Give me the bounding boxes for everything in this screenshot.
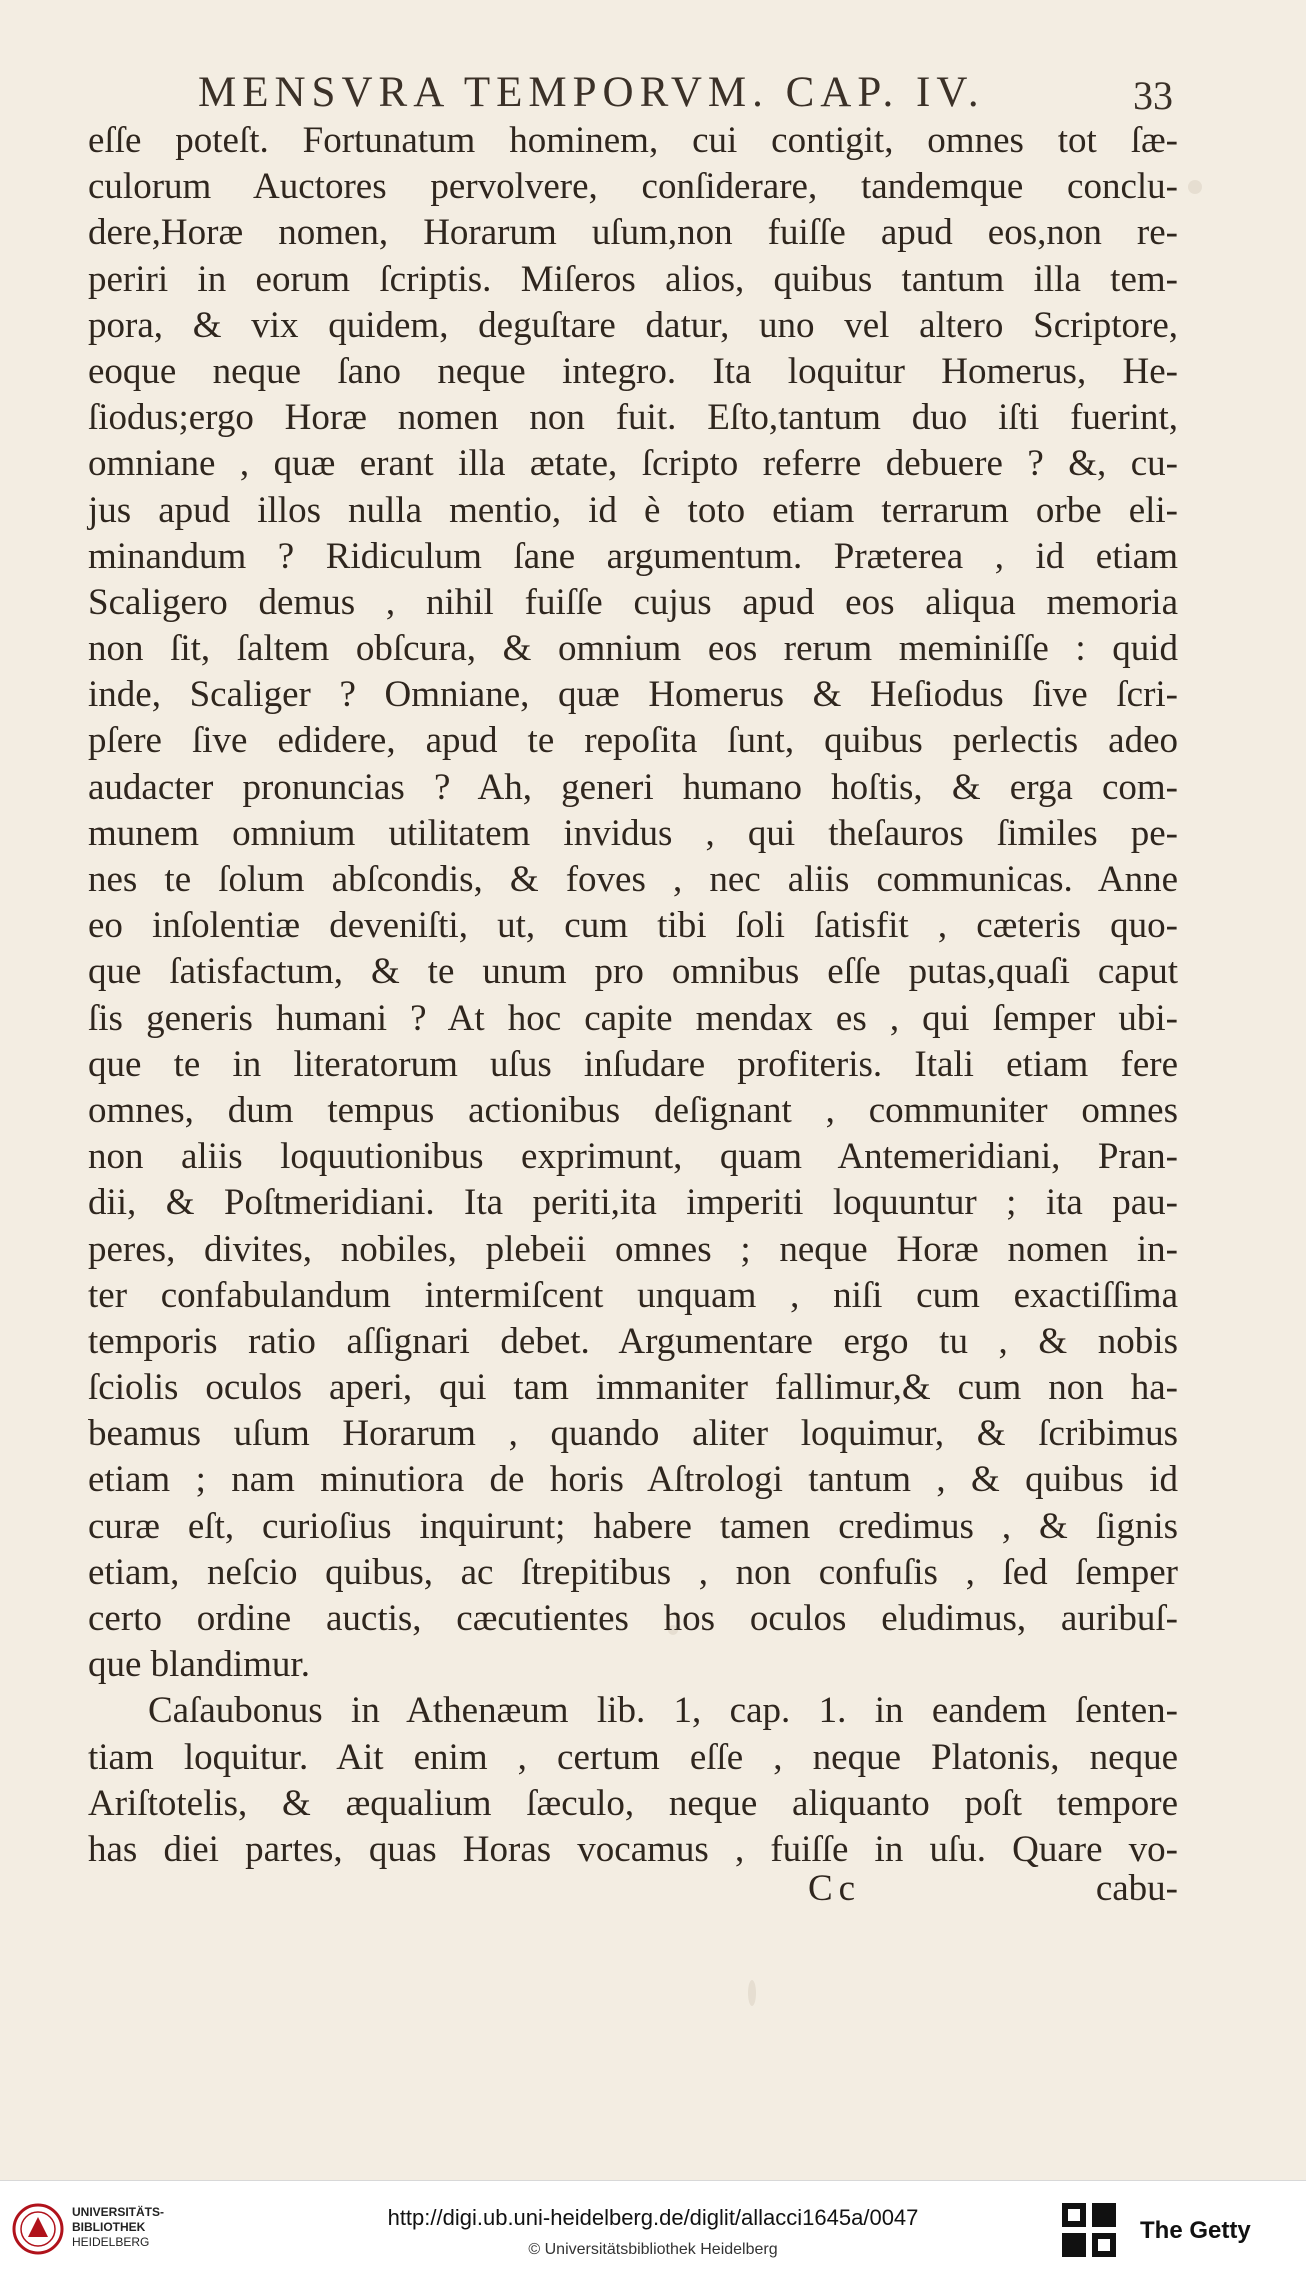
text-line: eoque neque ſano neque integro. Ita loquitur Homerus, He-	[88, 350, 1178, 392]
text-line: Scaligero demus , nihil fuiſſe cujus apud eos aliqua memoria	[88, 581, 1178, 623]
text-line: eſſe poteſt. Fortunatum hominem, cui contigit, omnes tot ſæ-	[88, 120, 1178, 161]
getty-logo-icon	[1062, 2203, 1116, 2257]
running-head-title: MENSVRA TEMPORVM. CAP. IV.	[198, 69, 985, 116]
text-line: ſiodus;ergo Horæ nomen non fuit. Eſto,tantum duo iſti fuerint,	[88, 397, 1178, 439]
text-line: beamus uſum Horarum , quando aliter loquimur, & ſcribimus	[88, 1413, 1178, 1455]
text-line: ter confabulandum intermiſcent unquam , niſi cum exactiſſima	[88, 1274, 1178, 1316]
text-line: peres, divites, nobiles, plebeii omnes ; neque Horæ nomen in-	[88, 1228, 1178, 1270]
text-line: Ariſtotelis, & æqualium ſæculo, neque aliquanto poſt tempore	[88, 1782, 1178, 1824]
text-line: ſciolis oculos aperi, qui tam immaniter fallimur,& cum non ha-	[88, 1367, 1178, 1409]
text-line: culorum Auctores pervolvere, conſiderare, tandemque conclu-	[88, 166, 1178, 208]
text-line: temporis ratio aſſignari debet. Argumentare ergo tu , & nobis	[88, 1320, 1178, 1362]
text-line: nes te ſolum abſcondis, & foves , nec aliis communicas. Anne	[88, 859, 1178, 900]
text-line: dii, & Poſtmeridiani. Ita periti,ita imperiti loquuntur ; ita pau-	[88, 1182, 1178, 1224]
library-name-line1: UNIVERSITÄTS-	[72, 2205, 165, 2219]
library-name-line2: BIBLIOTHEK	[72, 2220, 146, 2234]
text-line: eo inſolentiæ deveniſti, ut, cum tibi ſoli ſatisfit , cæteris quo-	[88, 905, 1178, 947]
signature-mark: Cc	[808, 1868, 862, 1909]
text-line: Caſaubonus in Athenæum lib. 1, cap. 1. in eandem ſenten-	[148, 1690, 1178, 1732]
copyright-notice: © Universitätsbibliothek Heidelberg	[528, 2241, 778, 2258]
text-line: jus apud illos nulla mentio, id è toto etiam terrarum orbe eli-	[88, 489, 1178, 531]
text-line: tiam loquitur. Ait enim , certum eſſe , neque Platonis, neque	[88, 1736, 1178, 1778]
book-page	[48, 0, 1248, 2180]
text-line: audacter pronuncias ? Ah, generi humano hoſtis, & erga com-	[88, 766, 1178, 808]
body-text	[88, 118, 1178, 1873]
text-line: munem omnium utilitatem invidus , qui theſauros ſimiles pe-	[88, 812, 1178, 854]
text-line: etiam, neſcio quibus, ac ſtrepitibus , non confuſis , ſed ſemper	[88, 1551, 1178, 1593]
ink-spot	[1188, 180, 1202, 194]
permalink-url[interactable]: http://digi.ub.uni-heidelberg.de/diglit/allacci1645a/0047	[387, 2205, 919, 2230]
viewer-footer	[0, 2180, 1306, 2277]
text-line: pora, & vix quidem, deguſtare datur, uno vel altero Scriptore,	[88, 304, 1178, 346]
getty-name: The Getty	[1140, 2217, 1251, 2244]
text-line: non aliis loquutionibus exprimunt, quam Antemeridiani, Pran-	[88, 1136, 1178, 1178]
text-line: ſis generis humani ? At hoc capite mendax es , qui ſemper ubi-	[88, 997, 1178, 1039]
text-line: que te in literatorum uſus inſudare profiteris. Itali etiam fere	[88, 1043, 1178, 1085]
library-name-line3: HEIDELBERG	[72, 2235, 150, 2249]
signature-line	[88, 1867, 1178, 1913]
catchword: cabu-	[1095, 1868, 1178, 1909]
text-line: pſere ſive edidere, apud te repoſita ſunt, quibus perlectis adeo	[88, 720, 1178, 762]
text-line: dere,Horæ nomen, Horarum uſum,non fuiſſe apud eos,non re-	[88, 212, 1178, 254]
text-line: que blandimur.	[88, 1644, 310, 1686]
ink-spot	[748, 1980, 756, 2006]
text-line: minandum ? Ridiculum ſane argumentum. Præterea , id etiam	[88, 535, 1178, 577]
text-line: non ſit, ſaltem obſcura, & omnium eos rerum meminiſſe : quid	[88, 628, 1178, 670]
text-line: curæ eſt, curioſius inquirunt; habere tamen credimus , & ſignis	[88, 1505, 1178, 1547]
text-line: etiam ; nam minutiora de horis Aſtrologi tantum , & quibus id	[88, 1459, 1178, 1501]
text-line: omnes, dum tempus actionibus deſignant , communiter omnes	[88, 1089, 1178, 1131]
text-line: inde, Scaliger ? Omniane, quæ Homerus & Heſiodus ſive ſcri-	[88, 674, 1178, 716]
text-line: has diei partes, quas Horas vocamus , fuiſſe in uſu. Quare vo-	[88, 1828, 1178, 1870]
text-line: que ſatisfactum, & te unum pro omnibus eſſe putas,quaſi caput	[88, 951, 1178, 993]
text-line: certo ordine auctis, cæcutientes hos oculos eludimus, auribuſ-	[88, 1598, 1178, 1639]
text-line: periri in eorum ſcriptis. Miſeros alios, quibus tantum illa tem-	[88, 258, 1178, 300]
text-line: omniane , quæ erant illa ætate, ſcripto referre debuere ? &, cu-	[88, 443, 1178, 485]
getty-logo[interactable]	[1062, 2203, 1292, 2259]
page-number: 33	[1133, 73, 1173, 118]
